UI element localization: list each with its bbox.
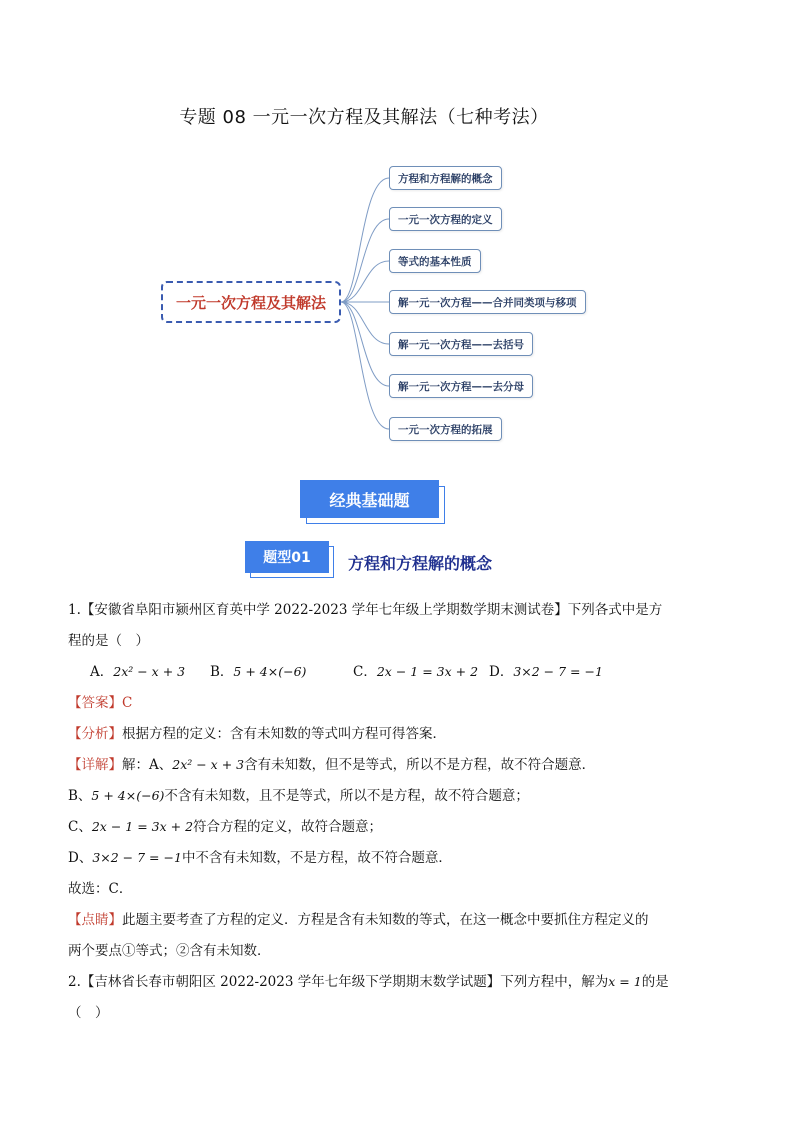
q1-comment-line2: 两个要点①等式；②含有未知数． [68,943,271,959]
mind-map-branch: 解一元一次方程——去括号 [389,332,533,356]
q1-stem-line1: 1.【安徽省阜阳市颍州区育英中学 2022-2023 学年七年级上学期数学期末测试卷】下列各式中是方 [68,602,663,618]
mind-map-branch: 等式的基本性质 [389,249,481,273]
mind-map-branch: 解一元一次方程——合并同类项与移项 [389,290,586,314]
q2-stem-line1: 2.【吉林省长春市朝阳区 2022-2023 学年七年级下学期期末数学试题】下列方程中，解为x = 1的是 [68,974,669,990]
q1-option-b: B．5 + 4×(−6) [210,664,307,680]
q2-stem-line2: （ ） [68,1005,109,1021]
q1-choice: 故选：C． [68,881,133,897]
q1-detail-d: D、3×2 − 7 = −1中不含有未知数，不是方程，故不符合题意． [68,850,452,866]
mind-map [0,0,794,460]
question-type-title: 方程和方程解的概念 [348,554,493,573]
mind-map-root: 一元一次方程及其解法 [161,281,341,323]
q1-detail-a: 【详解】解：A、2x² − x + 3含有未知数，但不是等式，所以不是方程，故不符合题意． [68,757,596,773]
q1-option-c: C．2x − 1 = 3x + 2 [353,664,479,680]
q1-analysis: 【分析】根据方程的定义：含有未知数的等式叫方程可得答案． [68,726,446,742]
mind-map-branch: 方程和方程解的概念 [389,166,502,190]
q1-option-d: D．3×2 − 7 = −1 [489,664,603,680]
q1-option-a: A．2x² − x + 3 [90,664,186,680]
q1-answer: 【答案】C [68,695,133,711]
section-banner-label: 经典基础题 [300,480,439,518]
question-type-tag-label: 题型01 [245,541,329,573]
page-title: 专题 08 一元一次方程及其解法（七种考法） [179,107,549,128]
q1-detail-b: B、5 + 4×(−6)不含有未知数，且不是等式，所以不是方程，故不符合题意； [68,788,529,804]
q1-comment-line1: 【点睛】此题主要考查了方程的定义．方程是含有未知数的等式，在这一概念中要抓住方程定义的 [68,912,649,928]
question-type-tag [245,541,335,579]
q1-stem-line2: 程的是（ ） [68,633,149,649]
mind-map-branch: 解一元一次方程——去分母 [389,374,533,398]
mind-map-branch: 一元一次方程的定义 [389,207,502,231]
q1-detail-c: C、2x − 1 = 3x + 2符合方程的定义，故符合题意； [68,819,383,835]
q1-options [90,662,603,682]
section-banner [300,480,445,524]
mind-map-branch: 一元一次方程的拓展 [389,417,502,441]
